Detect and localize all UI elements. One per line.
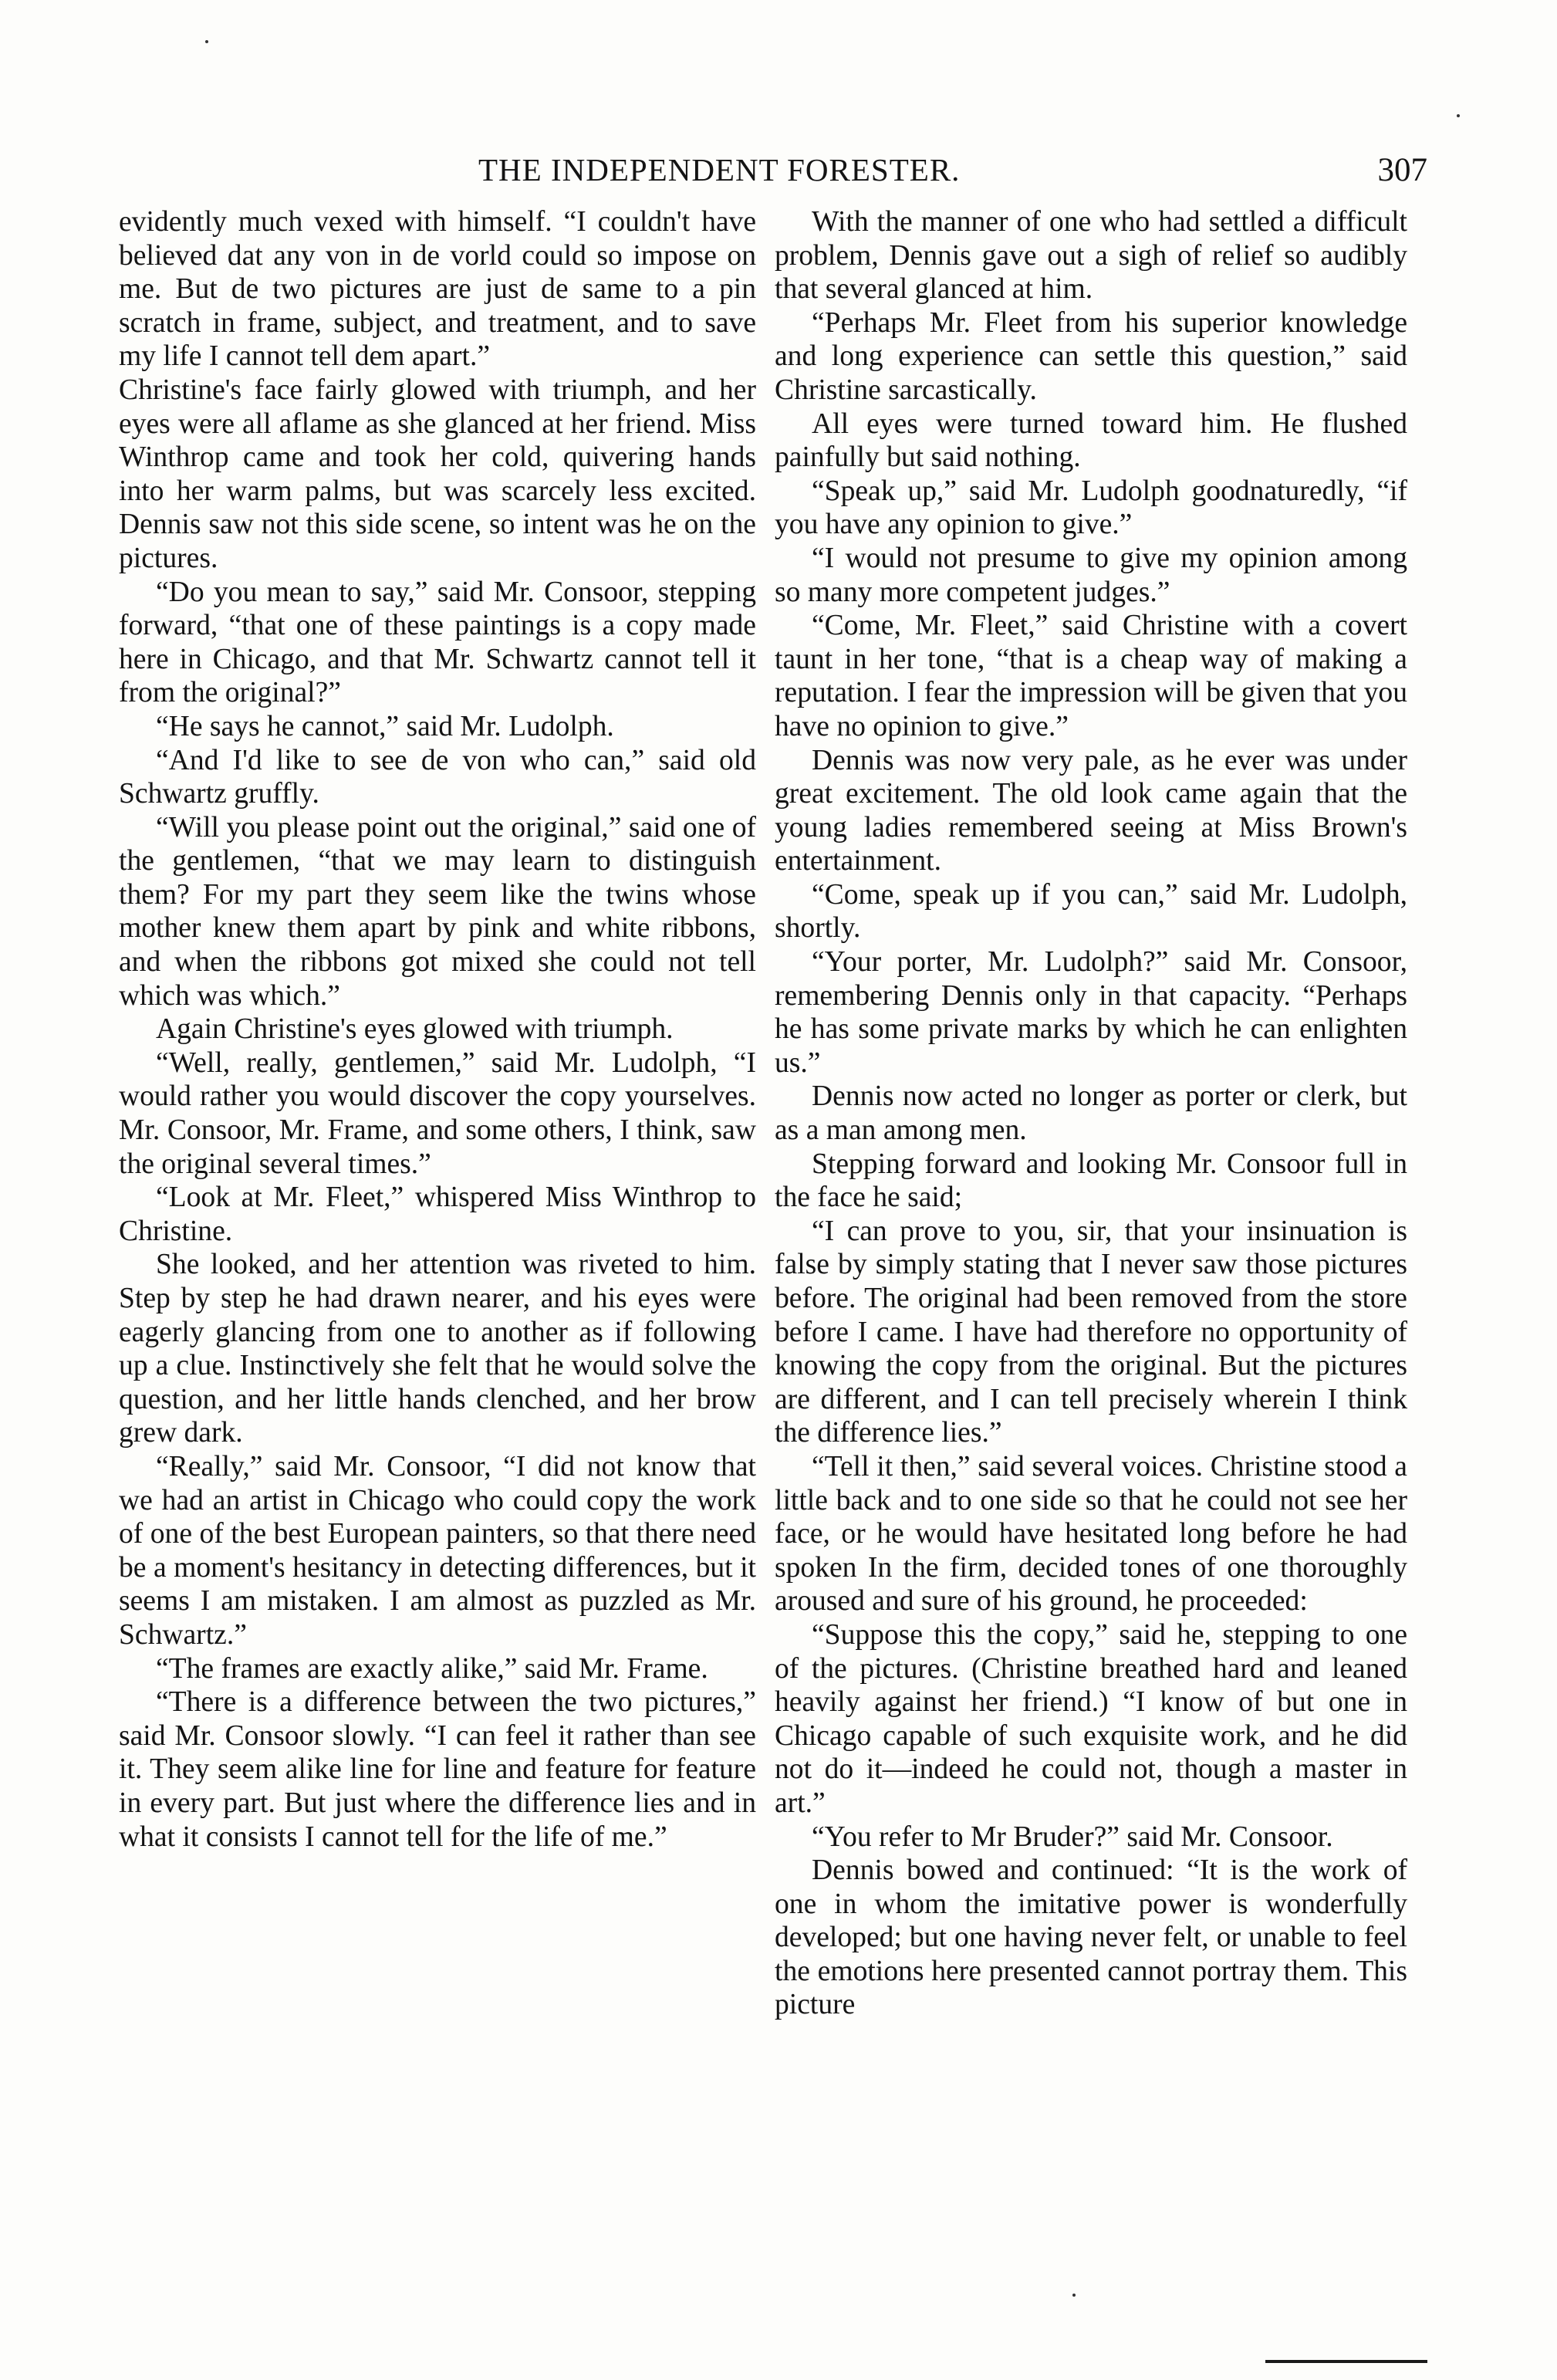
paragraph: Dennis was now very pale, as he ever was under great excitement. The old look came again that the young ladies remembered seeing at Miss Brown's entertainment. — [775, 744, 1407, 877]
right-column — [775, 205, 1407, 2022]
print-speck — [1457, 114, 1460, 117]
paragraph: Dennis bowed and continued: “It is the work of one in whom the imitative power is wonderfully developed; but one having never felt, or unable to feel the emotions here presented cannot portray them. This picture — [775, 1854, 1407, 2021]
print-speck — [1072, 2294, 1076, 2297]
paragraph: She looked, and her attention was riveted to him. Step by step he had drawn nearer, and his eyes were eagerly glancing from one to another as if following up a clue. Instinctively she felt that he would solve the question, and her little hands clenched, and her brow grew dark. — [119, 1249, 756, 1449]
paragraph: All eyes were turned toward him. He flushed painfully but said nothing. — [775, 407, 1407, 474]
paragraph: “Well, really, gentlemen,” said Mr. Ludolph, “I would rather you would discover the copy yourselves. Mr. Consoor, Mr. Frame, and some others, I think, saw the original several times.” — [119, 1046, 756, 1180]
paragraph: “You refer to Mr Bruder?” said Mr. Consoor. — [812, 1820, 1333, 1853]
paragraph: With the manner of one who had settled a difficult problem, Dennis gave out a sigh of relief so audibly that several glanced at him. — [775, 206, 1407, 306]
paragraph: “Speak up,” said Mr. Ludolph goodnaturedly, “if you have any opinion to give.” — [775, 475, 1407, 541]
footer-rule — [1265, 2360, 1427, 2363]
paragraph: “Your porter, Mr. Ludolph?” said Mr. Consoor, remembering Dennis only in that capacity. “Perhaps he has some private marks by which he can enlighten us.” — [775, 946, 1407, 1079]
paragraph: “I would not presume to give my opinion among so many more competent judges.” — [775, 542, 1407, 608]
print-speck — [205, 40, 208, 43]
paragraph: “I can prove to you, sir, that your insinuation is false by simply stating that I never saw those pictures before. The original had been removed from the store before I came. I have had therefore no opportunity of knowing the copy from the original. But the pictures are different, and I can tell precisely wherein I think the difference lies.” — [775, 1215, 1407, 1449]
paragraph: “He says he cannot,” said Mr. Ludolph. — [156, 710, 614, 742]
paragraph: Again Christine's eyes glowed with triumph. — [156, 1013, 674, 1046]
paragraph: “The frames are exactly alike,” said Mr. Frame. — [156, 1652, 708, 1685]
paragraph: “Suppose this the copy,” said he, stepping to one of the pictures. (Christine breathed hard and leaned heavily against her friend.) “I know of but one in Chicago capable of such exquisite work, and he did not do it—indeed he could not, though a master in art.” — [775, 1618, 1407, 1819]
paragraph: Dennis now acted no longer as porter or clerk, but as a man among men. — [775, 1080, 1407, 1147]
paragraph: “Look at Mr. Fleet,” whispered Miss Winthrop to Christine. — [119, 1182, 756, 1247]
paragraph: “Really,” said Mr. Consoor, “I did not know that we had an artist in Chicago who could copy the work of one of the best European painters, so that there need be a moment's hesitancy in detecting differences, but it seems I am mistaken. I am almost as puzzled as Mr. Schwartz.” — [119, 1450, 756, 1651]
page-number: 307 — [1377, 152, 1427, 188]
paragraph: Christine's face fairly glowed with triumph, and her eyes were all aflame as she glanced at her friend. Miss Winthrop came and took her cold, quivering hands into her warm palms, but was scarcely less excited. Dennis saw not this side scene, so intent was he on the pictures. — [119, 374, 756, 574]
left-column — [119, 205, 756, 1854]
paragraph: “And I'd like to see de von who can,” said old Schwartz gruffly. — [119, 744, 756, 810]
paragraph: Stepping forward and looking Mr. Consoor full in the face he said; — [775, 1148, 1407, 1214]
paragraph: “Come, speak up if you can,” said Mr. Ludolph, shortly. — [775, 878, 1407, 945]
paragraph: “Do you mean to say,” said Mr. Consoor, stepping forward, “that one of these paintings is a copy made here in Chicago, and that Mr. Schwartz cannot tell it from the original?” — [119, 576, 756, 709]
paragraph: “Will you please point out the original,” said one of the gentlemen, “that we may learn to distinguish them? For my part they seem like the twins whose mother knew them apart by pink and white ribbons, and when the ribbons got mixed she could not tell which was which.” — [119, 811, 756, 1012]
running-title: THE INDEPENDENT FORESTER. — [478, 152, 961, 188]
paragraph: evidently much vexed with himself. “I couldn't have believed dat any von in de vorld could so impose on me. But de two pictures are just de same to a pin scratch in frame, subject, and treatment, and to save my life I cannot tell dem apart.” — [119, 206, 756, 373]
paragraph: “Tell it then,” said several voices. Christine stood a little back and to one side so that he could not see her face, or he would have hesitated long before he had spoken In the firm, decided tones of one thoroughly aroused and sure of his ground, he proceeded: — [775, 1450, 1407, 1618]
paragraph: “Perhaps Mr. Fleet from his superior knowledge and long experience can settle this question,” said Christine sarcastically. — [775, 306, 1407, 406]
paragraph: “There is a difference between the two pictures,” said Mr. Consoor slowly. “I can feel it rather than see it. They seem alike line for line and feature for feature in every part. But just where the difference lies and in what it consists I cannot tell for the life of me.” — [119, 1686, 756, 1853]
running-head — [116, 151, 1427, 198]
paragraph: “Come, Mr. Fleet,” said Christine with a covert taunt in her tone, “that is a cheap way of making a reputation. I fear the impression will be given that you have no opinion to give.” — [775, 610, 1407, 742]
